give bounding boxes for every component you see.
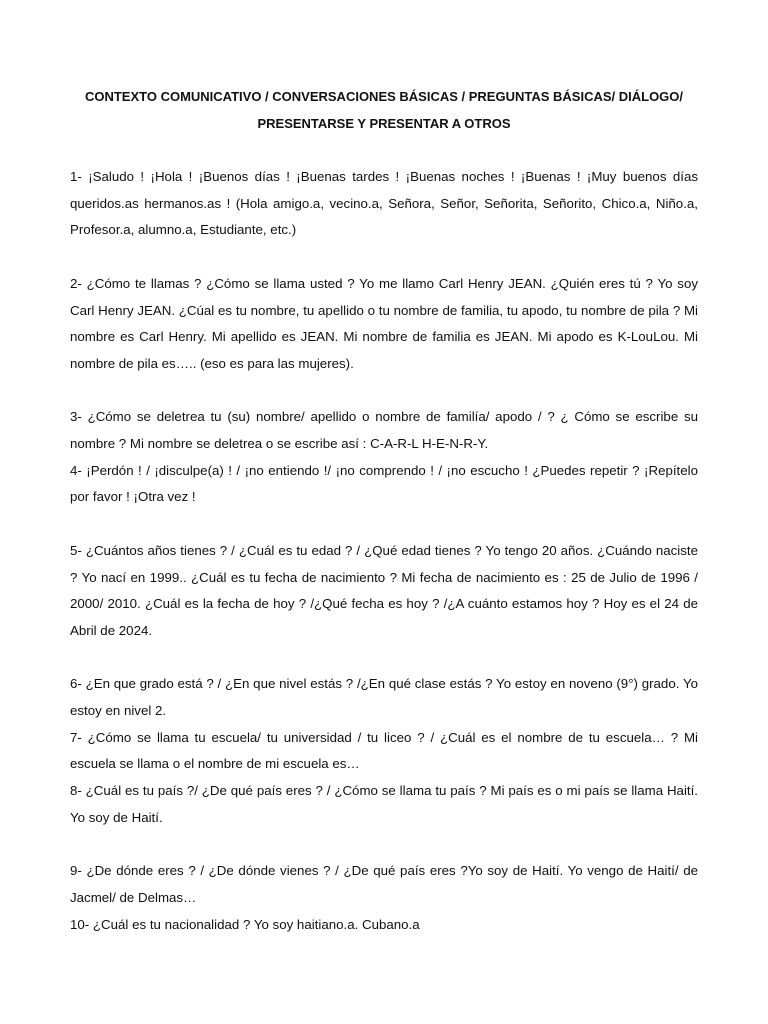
paragraph-5: 5- ¿Cuántos años tienes ? / ¿Cuál es tu edad ? / ¿Qué edad tienes ? Yo tengo 20 años. ¿Cuándo naciste ? Yo nací en 1999.. ¿Cuál es tu fecha de nacimiento ? Mi fecha de nacimiento es : 25 de Julio de 1996 / 2000/ 2010. ¿Cuál es la fecha de hoy ? /¿Qué fecha es hoy ? /¿A cuánto estamos hoy ? Hoy es el 24 de Abril de 2024. xyxy=(70,542,698,638)
paragraph-7: 7- ¿Cómo se llama tu escuela/ tu universidad / tu liceo ? / ¿Cuál es el nombre de tu escuela… ? Mi escuela se llama o el nombre de mi escuela es… xyxy=(70,729,698,772)
spacer xyxy=(70,244,698,271)
paragraph-6: 6- ¿En que grado está ? / ¿En que nivel estás ? /¿En qué clase estás ? Yo estoy en noveno (9°) grado. Yo estoy en nivel 2. xyxy=(70,676,698,718)
paragraph-9: 9- ¿De dónde eres ? / ¿De dónde vienes ? / ¿De qué país eres ?Yo soy de Haití. Yo vengo de Haití/ de Jacmel/ de Delmas… xyxy=(70,863,698,905)
spacer xyxy=(70,832,698,859)
spacer xyxy=(70,137,698,164)
document-page xyxy=(70,84,698,938)
document-title xyxy=(70,84,698,137)
spacer xyxy=(70,378,698,405)
paragraph-8: 8- ¿Cuál es tu país ?/ ¿De qué país eres ? / ¿Cómo se llama tu país ? Mi país es o mi país se llama Haití. Yo soy de Haití. xyxy=(70,783,698,825)
paragraph-1: 1- ¡Saludo ! ¡Hola ! ¡Buenos días ! ¡Buenas tardes ! ¡Buenas noches ! ¡Buenas ! ¡Muy buenos días queridos.as hermanos.as ! (Hola amigo.a, vecino.a, Señora, Señor, Señorita, Señorito, Chico.a, Niño.a, Profesor.a, alumno.a, Estudiante, etc.) xyxy=(70,169,698,238)
spacer xyxy=(70,645,698,672)
paragraph-3: 3- ¿Cómo se deletrea tu (su) nombre/ apellido o nombre de familía/ apodo / ? ¿ Cómo se escribe su nombre ? Mi nombre se deletrea o se escribe así : C-A-R-L H-E-N-R-Y. xyxy=(70,409,698,451)
title-line-1: CONTEXTO COMUNICATIVO / CONVERSACIONES BÁSICAS / PREGUNTAS BÁSICAS/ DIÁLOGO/ xyxy=(84,89,684,104)
paragraph-10: 10- ¿Cuál es tu nacionalidad ? Yo soy haitiano.a. Cubano.a xyxy=(70,916,420,932)
paragraph-2: 2- ¿Cómo te llamas ? ¿Cómo se llama usted ? Yo me llamo Carl Henry JEAN. ¿Quién eres tú ? Yo soy Carl Henry JEAN. ¿Cúal es tu nombre, tu apellido o tu nombre de familia, tu apodo, tu nombre de pila ? Mi nombre es Carl Henry. Mi apellido es JEAN. Mi nombre de familia es JEAN. Mi apodo es K-LouLou. Mi nombre de pila es….. (eso es para las mujeres). xyxy=(70,275,698,371)
paragraph-4: 4- ¡Perdón ! / ¡disculpe(a) ! / ¡no entiendo !/ ¡no comprendo ! / ¡no escucho ! ¿Puedes repetir ? ¡Repítelo por favor ! ¡Otra vez ! xyxy=(70,462,698,505)
title-line-2: PRESENTARSE Y PRESENTAR A OTROS xyxy=(257,115,511,131)
spacer xyxy=(70,511,698,538)
